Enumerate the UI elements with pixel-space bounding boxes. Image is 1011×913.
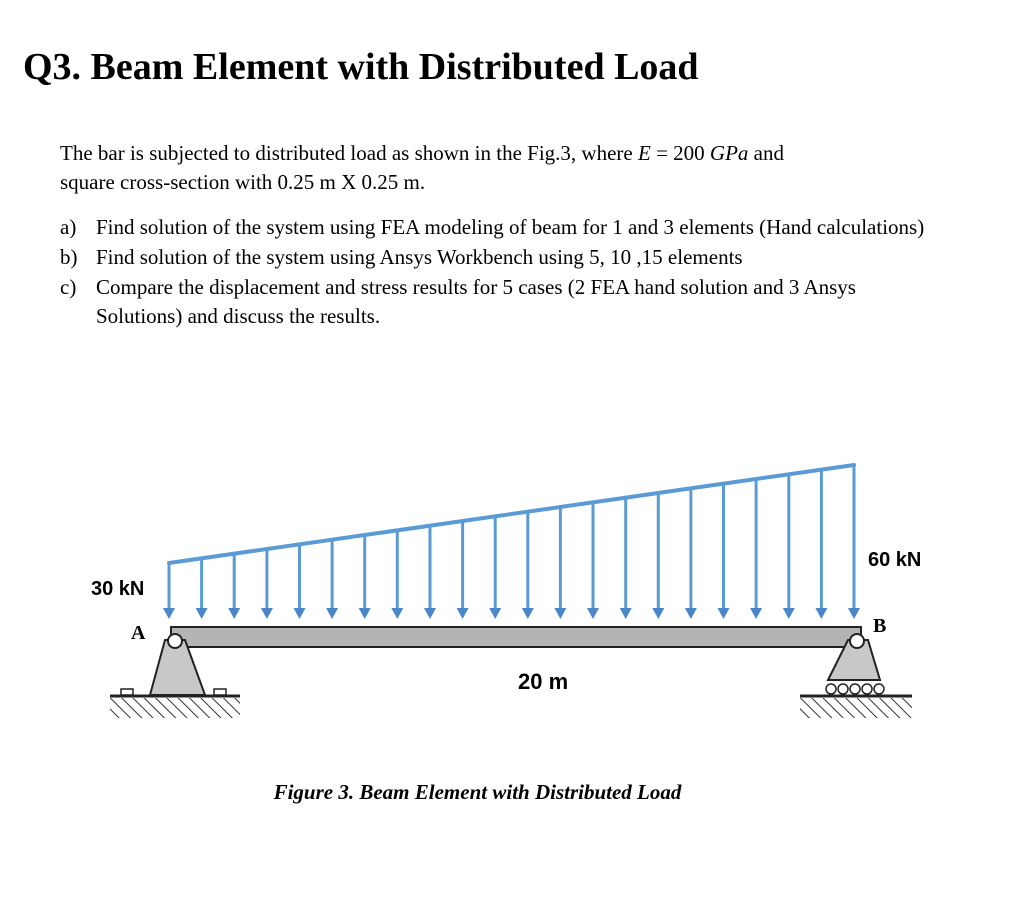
load-arrow-head — [685, 608, 697, 619]
load-arrow-head — [457, 608, 469, 619]
support-left-bolt-2 — [214, 689, 226, 695]
load-arrow-head — [783, 608, 795, 619]
load-arrows — [163, 465, 860, 619]
ground-right-hatch — [800, 698, 912, 718]
load-arrow-head — [620, 608, 632, 619]
support-left-bolt-1 — [121, 689, 133, 695]
figure-caption: Figure 3. Beam Element with Distributed Load — [273, 780, 682, 804]
load-arrow-head — [391, 608, 403, 619]
load-arrow-head — [196, 608, 208, 619]
label-beam-length: 20 m — [518, 669, 569, 694]
load-arrow-head — [815, 608, 827, 619]
question-b-text: Find solution of the system using Ansys Workbench using 5, 10 ,15 elements — [96, 245, 743, 269]
roller-3 — [850, 684, 860, 694]
modulus-unit: GPa — [709, 141, 749, 165]
ground-left-hatch — [110, 698, 240, 718]
roller-4 — [862, 684, 872, 694]
load-arrow-head — [424, 608, 436, 619]
question-b-marker: b) — [60, 245, 78, 269]
modulus-symbol: E — [637, 141, 651, 165]
load-arrow-head — [848, 608, 860, 619]
load-arrow-head — [587, 608, 599, 619]
load-top-line — [169, 465, 854, 563]
load-arrow-head — [359, 608, 371, 619]
roller-1 — [826, 684, 836, 694]
beam-body — [171, 627, 861, 647]
cross-section-text: square cross-section with 0.25 m X 0.25 m. — [60, 170, 426, 194]
support-right-pin-joint — [850, 634, 864, 648]
intro-text: The bar is subjected to distributed load as shown in the Fig.3, where — [60, 141, 638, 165]
load-arrow-head — [554, 608, 566, 619]
support-left-pin-joint — [168, 634, 182, 648]
distributed-load — [163, 465, 860, 619]
load-arrow-head — [750, 608, 762, 619]
question-c-marker: c) — [60, 275, 77, 299]
question-a-marker: a) — [60, 215, 77, 239]
modulus-value: = 200 — [650, 141, 710, 165]
label-node-b: B — [873, 615, 887, 637]
load-arrow-head — [228, 608, 240, 619]
load-arrow-head — [522, 608, 534, 619]
load-arrow-head — [718, 608, 730, 619]
question-c-text: Compare the displacement and stress results for 5 cases (2 FEA hand solution and 3 Ansys Solutions) and discuss the results. — [96, 275, 856, 328]
question-a-text: Find solution of the system using FEA modeling of beam for 1 and 3 elements (Hand calculations) — [96, 215, 925, 239]
intro-and: and — [748, 141, 784, 165]
load-arrow-head — [489, 608, 501, 619]
roller-2 — [838, 684, 848, 694]
load-arrow-head — [163, 608, 175, 619]
load-arrow-head — [294, 608, 306, 619]
load-arrow-head — [652, 608, 664, 619]
label-load-left: 30 kN — [91, 578, 145, 600]
roller-5 — [874, 684, 884, 694]
page-heading: Q3. Beam Element with Distributed Load — [23, 46, 699, 88]
load-arrow-head — [261, 608, 273, 619]
load-arrow-head — [326, 608, 338, 619]
label-node-a: A — [131, 622, 146, 644]
label-load-right: 60 kN — [868, 549, 922, 571]
